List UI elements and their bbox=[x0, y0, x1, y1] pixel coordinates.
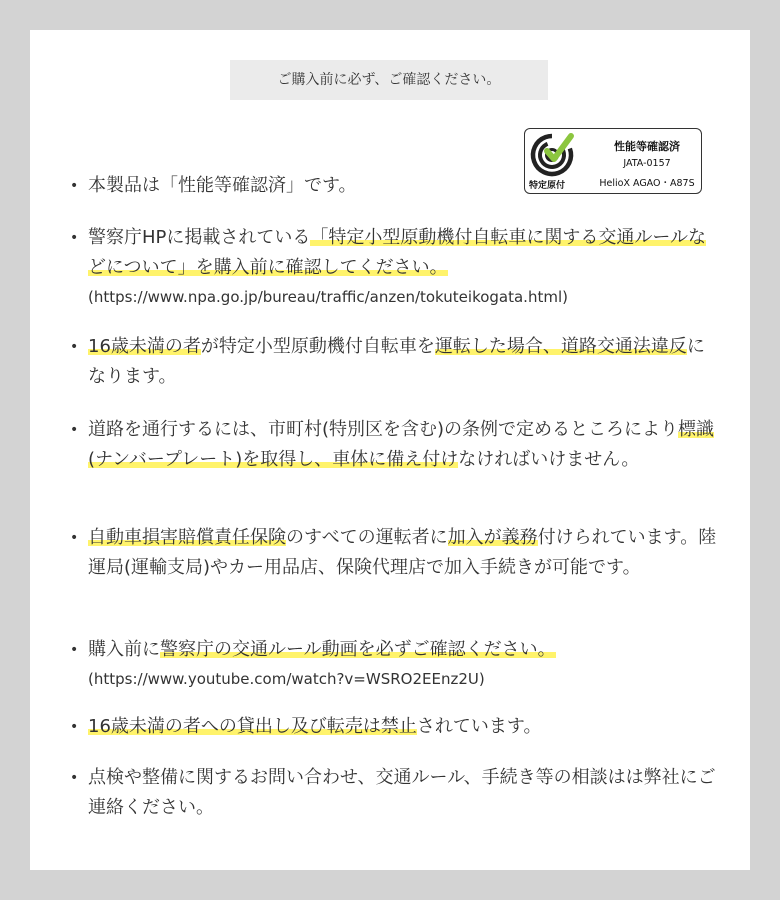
badge-mark-label: 特定原付 bbox=[529, 181, 566, 191]
item-highlight: 16歳未満の者への貸出し及び転売は禁止 bbox=[88, 716, 417, 737]
reference-url: (https://www.npa.go.jp/bureau/traffic/anzen/tokuteikogata.html) bbox=[88, 288, 568, 306]
item-text: 道路を通行するには、市町村(特別区を含む)の条例で定めるところにより bbox=[88, 419, 679, 440]
item-text: 本製品は「性能等確認済」です。 bbox=[88, 175, 357, 196]
item-highlight: 標識(ナンバープレート)を取得し、車体に備え付け bbox=[88, 419, 715, 470]
item-highlight: 自動車損害賠償責任保険 bbox=[88, 527, 286, 548]
item-text: されています。 bbox=[416, 716, 542, 737]
reference-url: (https://www.youtube.com/watch?v=WSRO2EEnz2U) bbox=[88, 670, 485, 688]
bullet-icon: • bbox=[70, 719, 79, 735]
bullet-icon: • bbox=[70, 178, 79, 194]
badge-code: JATA-0157 bbox=[623, 158, 671, 169]
item-text: になります。 bbox=[88, 336, 705, 387]
item-text: が特定小型原動機付自転車を bbox=[200, 336, 435, 357]
badge-title: 性能等確認済 bbox=[614, 140, 680, 153]
notice-card bbox=[30, 30, 750, 870]
item-highlight: 16歳未満の者 bbox=[88, 336, 201, 357]
item-text: 付けられています。陸運局(運輸支局)やカー用品店、保険代理店で加入手続きが可能です。 bbox=[88, 527, 717, 578]
item-highlight: 「特定小型原動機付自転車に関する交通ルールなどについて」を購入前に確認してください。 bbox=[88, 227, 707, 278]
purchase-notice-banner: ご購入前に必ず、ご確認ください。 bbox=[230, 60, 548, 100]
bullet-icon: • bbox=[70, 770, 79, 786]
badge-model: HelioX AGAO・A87S bbox=[599, 178, 695, 189]
item-text: 点検や整備に関するお問い合わせ、交通ルール、手続き等の相談はは弊社にご連絡ください。 bbox=[88, 767, 716, 818]
bullet-icon: • bbox=[70, 339, 79, 355]
item-highlight: 加入が義務 bbox=[447, 527, 538, 548]
bullet-icon: • bbox=[70, 530, 79, 546]
item-text: 警察庁HPに掲載されている bbox=[88, 227, 311, 248]
item-text: なければいけません。 bbox=[458, 449, 640, 470]
item-text: 購入前に bbox=[88, 639, 160, 660]
item-highlight: 運転した場合、道路交通法違反 bbox=[434, 336, 687, 357]
item-text: のすべての運転者に bbox=[286, 527, 448, 548]
bullet-icon: • bbox=[70, 642, 79, 658]
bullet-icon: • bbox=[70, 422, 79, 438]
item-highlight: 警察庁の交通ルール動画を必ずご確認ください。 bbox=[160, 639, 556, 660]
bullet-icon: • bbox=[70, 230, 79, 246]
